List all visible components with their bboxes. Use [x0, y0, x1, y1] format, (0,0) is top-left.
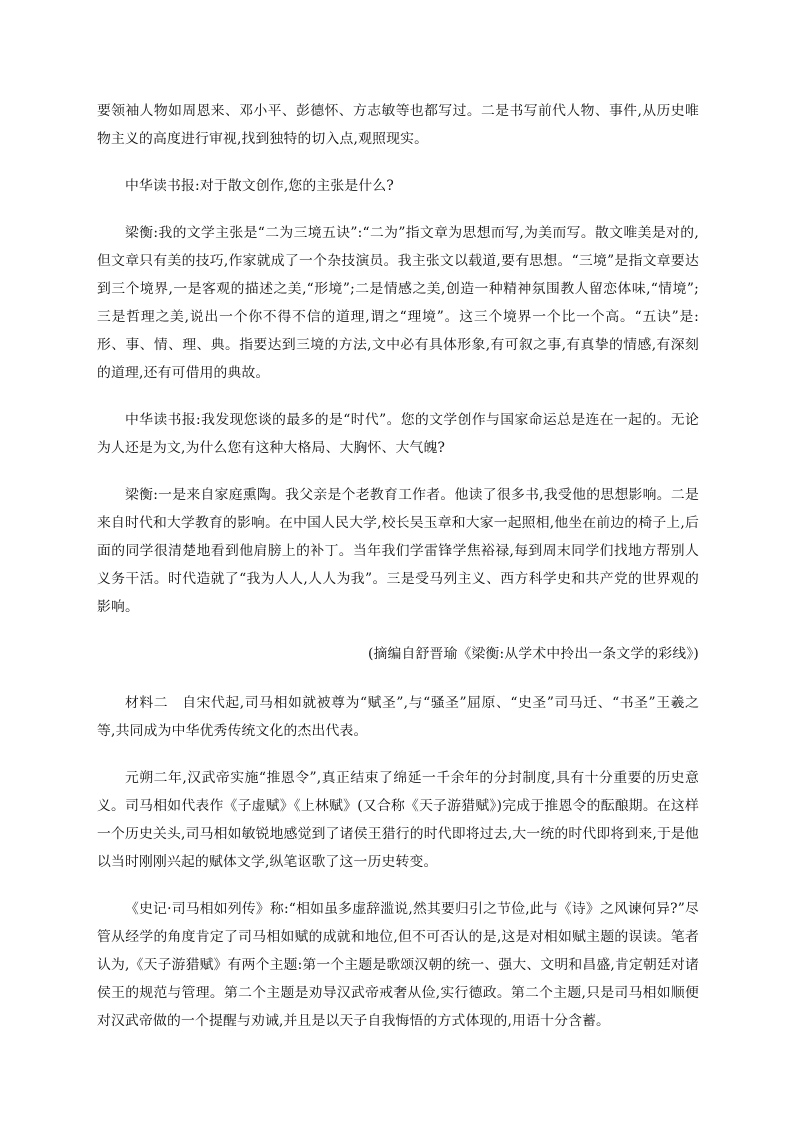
document-page — [97, 97, 699, 1054]
paragraph-continuation: 要领袖人物如周恩来、邓小平、彭德怀、方志敏等也都写过。二是书写前代人物、事件,从历史唯物主义的高度进行审视,找到独特的切入点,观照现实。 — [97, 103, 699, 147]
interview-answer-era: 梁衡:一是来自家庭熏陶。我父亲是个老教育工作者。他读了很多书,我受他的思想影响。二是来自时代和大学教育的影响。在中国人民大学,校长吴玉章和大家一起照相,他坐在前边的椅子上,后面的同学很清楚地看到他肩膀上的补丁。当年我们学雷锋学焦裕禄,每到周末同学们找地方帮别人义务干活。时代造就了“我为人人,人人为我”。三是受马列主义、西方科学史和共产党的世界观的影响。 — [97, 487, 699, 615]
material-two-text: 自宋代起,司马相如就被尊为“赋圣”,与“骚圣”屈原、“史圣”司马迁、“书圣”王羲之等,共同成为中华优秀传统文化的杰出代表。 — [97, 695, 699, 739]
paragraph-tuienling: 元朔二年,汉武帝实施“推恩令”,真正结束了绵延一千余年的分封制度,具有十分重要的历史意义。司马相如代表作《子虚赋》《上林赋》(又合称《天子游猎赋》)完成于推恩令的酝酿期。在这样一个历史关头,司马相如敏锐地感觉到了诸侯王猎行的时代即将过去,大一统的时代即将到来,于是他以当时刚刚兴起的赋体文学,纵笔讴歌了这一历史转变。 — [97, 770, 699, 870]
material-two-label: 材料二 — [125, 695, 169, 711]
interview-answer-prose-stance: 梁衡:我的文学主张是“二为三境五诀”:“二为”指文章为思想而写,为美而写。散文唯美是对的,但文章只有美的技巧,作家就成了一个杂技演员。我主张文以载道,要有思想。“三境”是指文章要达到三个境界,一是客观的描述之美,“形境”;二是情感之美,创造一种精神氛围教人留恋体味,“情境”;三是哲理之美,说出一个你不得不信的道理,谓之“理境”。这三个境界一个比一个高。“五诀”是:形、事、情、理、典。指要达到三境的方法,文中必有具体形象,有可叙之事,有真挚的情感,有深刻的道理,还有可借用的典故。 — [97, 225, 699, 381]
source-note: (摘编自舒晋瑜《梁衡:从学术中拎出一条文学的彩线》) — [367, 646, 699, 662]
paragraph-shiji-commentary: 《史记·司马相如列传》称:“相如虽多虚辞滥说,然其要归引之节俭,此与《诗》之风谏何异?”尽管从经学的角度肯定了司马相如赋的成就和地位,但不可否认的是,这是对相如赋主题的误读。笔者认为,《天子游猎赋》有两个主题:第一个主题是歌颂汉朝的统一、强大、文明和昌盛,肯定朝廷对诸侯王的规范与管理。第二个主题是劝导汉武帝戒奢从俭,实行德政。第二个主题,只是司马相如顺便对汉武帝做的一个提醒与劝诫,并且是以天子自我悔悟的方式体现的,用语十分含蓄。 — [97, 901, 699, 1029]
interview-question-era: 中华读书报:我发现您谈的最多的是“时代”。您的文学创作与国家命运总是连在一起的。无论为人还是为文,为什么您有这种大格局、大胸怀、大气魄? — [97, 412, 699, 456]
material-two-paragraph — [97, 689, 699, 745]
interview-question-prose-stance: 中华读书报:对于散文创作,您的主张是什么? — [125, 178, 394, 194]
